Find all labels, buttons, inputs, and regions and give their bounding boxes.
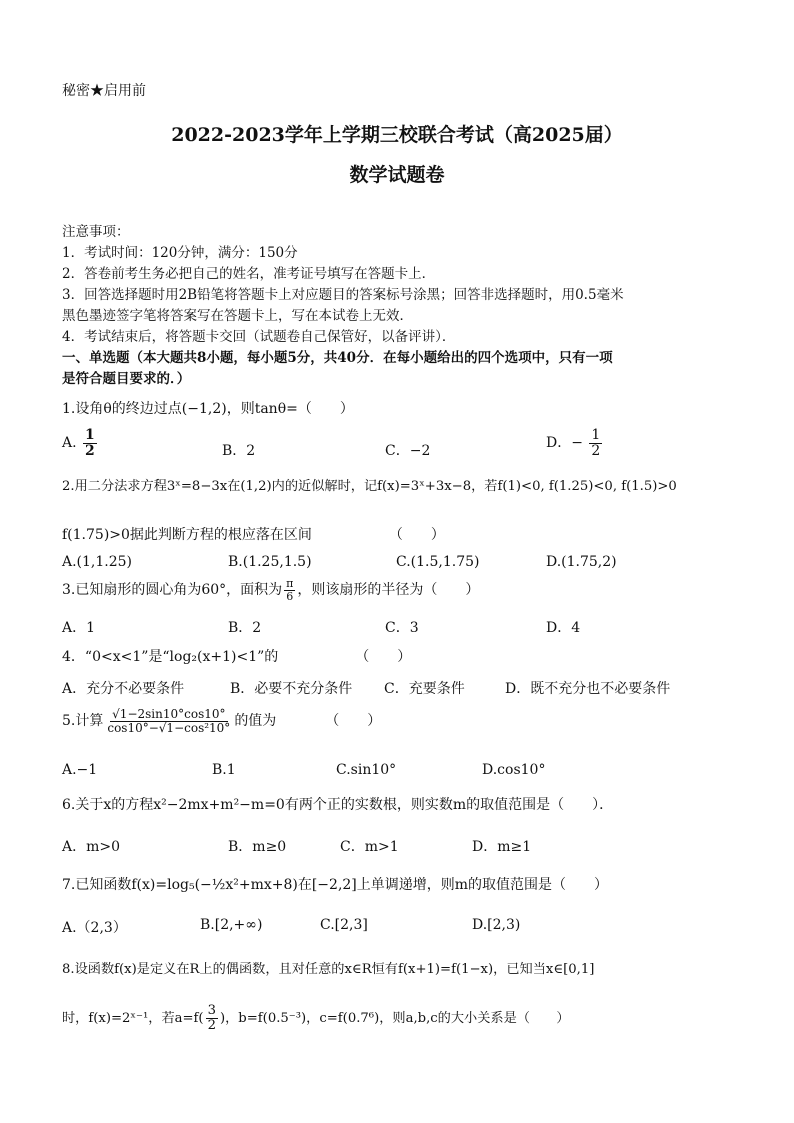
option-label: A. xyxy=(62,435,77,452)
q5-option-a: A.−1 xyxy=(62,762,98,778)
stem-part: 5.计算 xyxy=(62,713,104,730)
q6-option-c: C．m>1 xyxy=(340,839,399,855)
q1-option-c: C．−2 xyxy=(385,443,431,459)
notice-item: 3．回答选择题时用2B铅笔将答题卡上对应题目的答案标号涂黑；回答非选择题时，用0.5毫米 xyxy=(62,287,624,303)
q4-option-a: A．充分不必要条件 xyxy=(62,681,185,697)
denominator: 2 xyxy=(85,442,95,459)
star-icon: ★ xyxy=(90,83,104,99)
q1-option-a xyxy=(62,428,99,458)
q3-option-a: A．1 xyxy=(62,620,96,636)
q2-option-b: B.(1.25,1.5) xyxy=(228,554,312,570)
notice-item: 2．答卷前考生务必把自己的姓名，准考证号填写在答题卡上． xyxy=(62,266,436,282)
q2-option-c: C.(1.5,1.75) xyxy=(396,554,480,570)
question-8-stem-cont xyxy=(62,1004,570,1033)
numerator: 3 xyxy=(207,1003,216,1018)
q6-option-b: B．m≥0 xyxy=(228,839,287,855)
fraction xyxy=(83,428,97,458)
q5-option-b: B.1 xyxy=(212,762,236,778)
question-6-stem: 6.关于x的方程x²−2mx+m²−m=0有两个正的实数根，则实数m的取值范围是（ ）． xyxy=(62,797,614,813)
secret-text: 秘密 xyxy=(62,83,90,99)
question-7-stem: 7.已知函数f(x)=log₅(−½x²+mx+8)在[−2,2]上单调递增，则m的取值范围是（ ） xyxy=(62,877,609,893)
q7-option-d: D.[2,3) xyxy=(472,917,521,933)
stem-part: )，b=f(0.5⁻³)，c=f(0.7⁶)，则a,b,c的大小关系是（ ） xyxy=(219,1010,570,1026)
option-label: D．− xyxy=(546,435,583,452)
q1-option-b: B．2 xyxy=(222,443,256,459)
numerator: π xyxy=(286,577,294,590)
q5-option-c: C.sin10° xyxy=(336,762,397,778)
stem-part: ，则该扇形的半径为（ ） xyxy=(297,582,480,599)
q7-option-b: B.[2,+∞) xyxy=(200,917,263,933)
question-4-stem: 4．“0<x<1”是“log₂(x+1)<1”的 （ ） xyxy=(62,649,412,665)
q5-option-d: D.cos10° xyxy=(482,762,546,778)
q1-option-d xyxy=(546,428,604,458)
q6-option-a: A．m>0 xyxy=(62,839,121,855)
question-2-stem-cont: f(1.75)>0据此判断方程的根应落在区间 （ ） xyxy=(62,527,445,543)
q3-option-c: C．3 xyxy=(385,620,419,636)
question-3-stem xyxy=(62,578,479,602)
q4-option-c: C．充要条件 xyxy=(384,681,465,697)
stem-part: 时，f(x)=2ˣ⁻¹，若a=f( xyxy=(62,1010,204,1026)
numerator: 1 xyxy=(591,427,601,443)
stem-part: 3.已知扇形的圆心角为60°，面积为 xyxy=(62,582,283,599)
notice-item: 黑色墨迹签字笔将答案写在答题卡上，写在本试卷上无效． xyxy=(62,308,413,324)
question-8-stem: 8.设函数f(x)是定义在R上的偶函数，且对任意的x∈R恒有f(x+1)=f(1−x)，已知当x∈[0,1] xyxy=(62,962,595,977)
question-5-stem xyxy=(62,708,381,734)
denominator: 2 xyxy=(591,442,601,459)
section-heading: 一、单选题（本大题共8小题，每小题5分，共40分．在每小题给出的四个选项中，只有一项 xyxy=(62,350,613,366)
exam-title: 2022-2023学年上学期三校联合考试（高2025届） xyxy=(171,124,623,146)
confidential-mark xyxy=(62,80,146,100)
notice-item: 4．考试结束后，将答题卡交回（试题卷自己保管好，以备评讲）． xyxy=(62,329,456,345)
q2-option-d: D.(1.75,2) xyxy=(546,554,617,570)
q2-option-a: A.(1,1.25) xyxy=(62,554,133,570)
q3-option-b: B．2 xyxy=(228,620,262,636)
denominator: 6 xyxy=(286,589,294,603)
q6-option-d: D．m≥1 xyxy=(472,839,532,855)
q4-option-d: D．既不充分也不必要条件 xyxy=(505,681,671,697)
exam-subtitle: 数学试题卷 xyxy=(349,164,445,186)
q7-option-c: C.[2,3] xyxy=(320,917,368,933)
numerator: 1 xyxy=(85,427,95,443)
section-heading-cont: 是符合题目要求的．） xyxy=(62,371,191,387)
fraction xyxy=(589,428,602,458)
q7-option-a: A.（2,3） xyxy=(62,920,127,936)
fraction xyxy=(206,1004,218,1033)
question-2-stem: 2.用二分法求方程3ˣ=8−3x在(1,2)内的近似解时，记f(x)=3ˣ+3x−8，若f(1)<0, f(1.25)<0, f(1.5)>0 xyxy=(62,479,677,494)
denominator: 2 xyxy=(207,1017,216,1033)
question-1-stem: 1.设角θ的终边过点(−1,2)，则tanθ=（ ） xyxy=(62,401,354,417)
fraction xyxy=(105,708,232,734)
q4-option-b: B．必要不充分条件 xyxy=(230,681,353,697)
fraction xyxy=(284,578,295,602)
notice-heading: 注意事项： xyxy=(62,224,130,240)
notice-item: 1．考试时间：120分钟，满分：150分 xyxy=(62,245,298,261)
q3-option-d: D．4 xyxy=(546,620,581,636)
denominator: cos10°−√1−cos²10° xyxy=(107,720,231,735)
numerator: √1−2sin10°cos10° xyxy=(112,707,226,721)
secret-tail: 启用前 xyxy=(104,83,146,99)
stem-part: 的值为 （ ） xyxy=(234,713,382,730)
